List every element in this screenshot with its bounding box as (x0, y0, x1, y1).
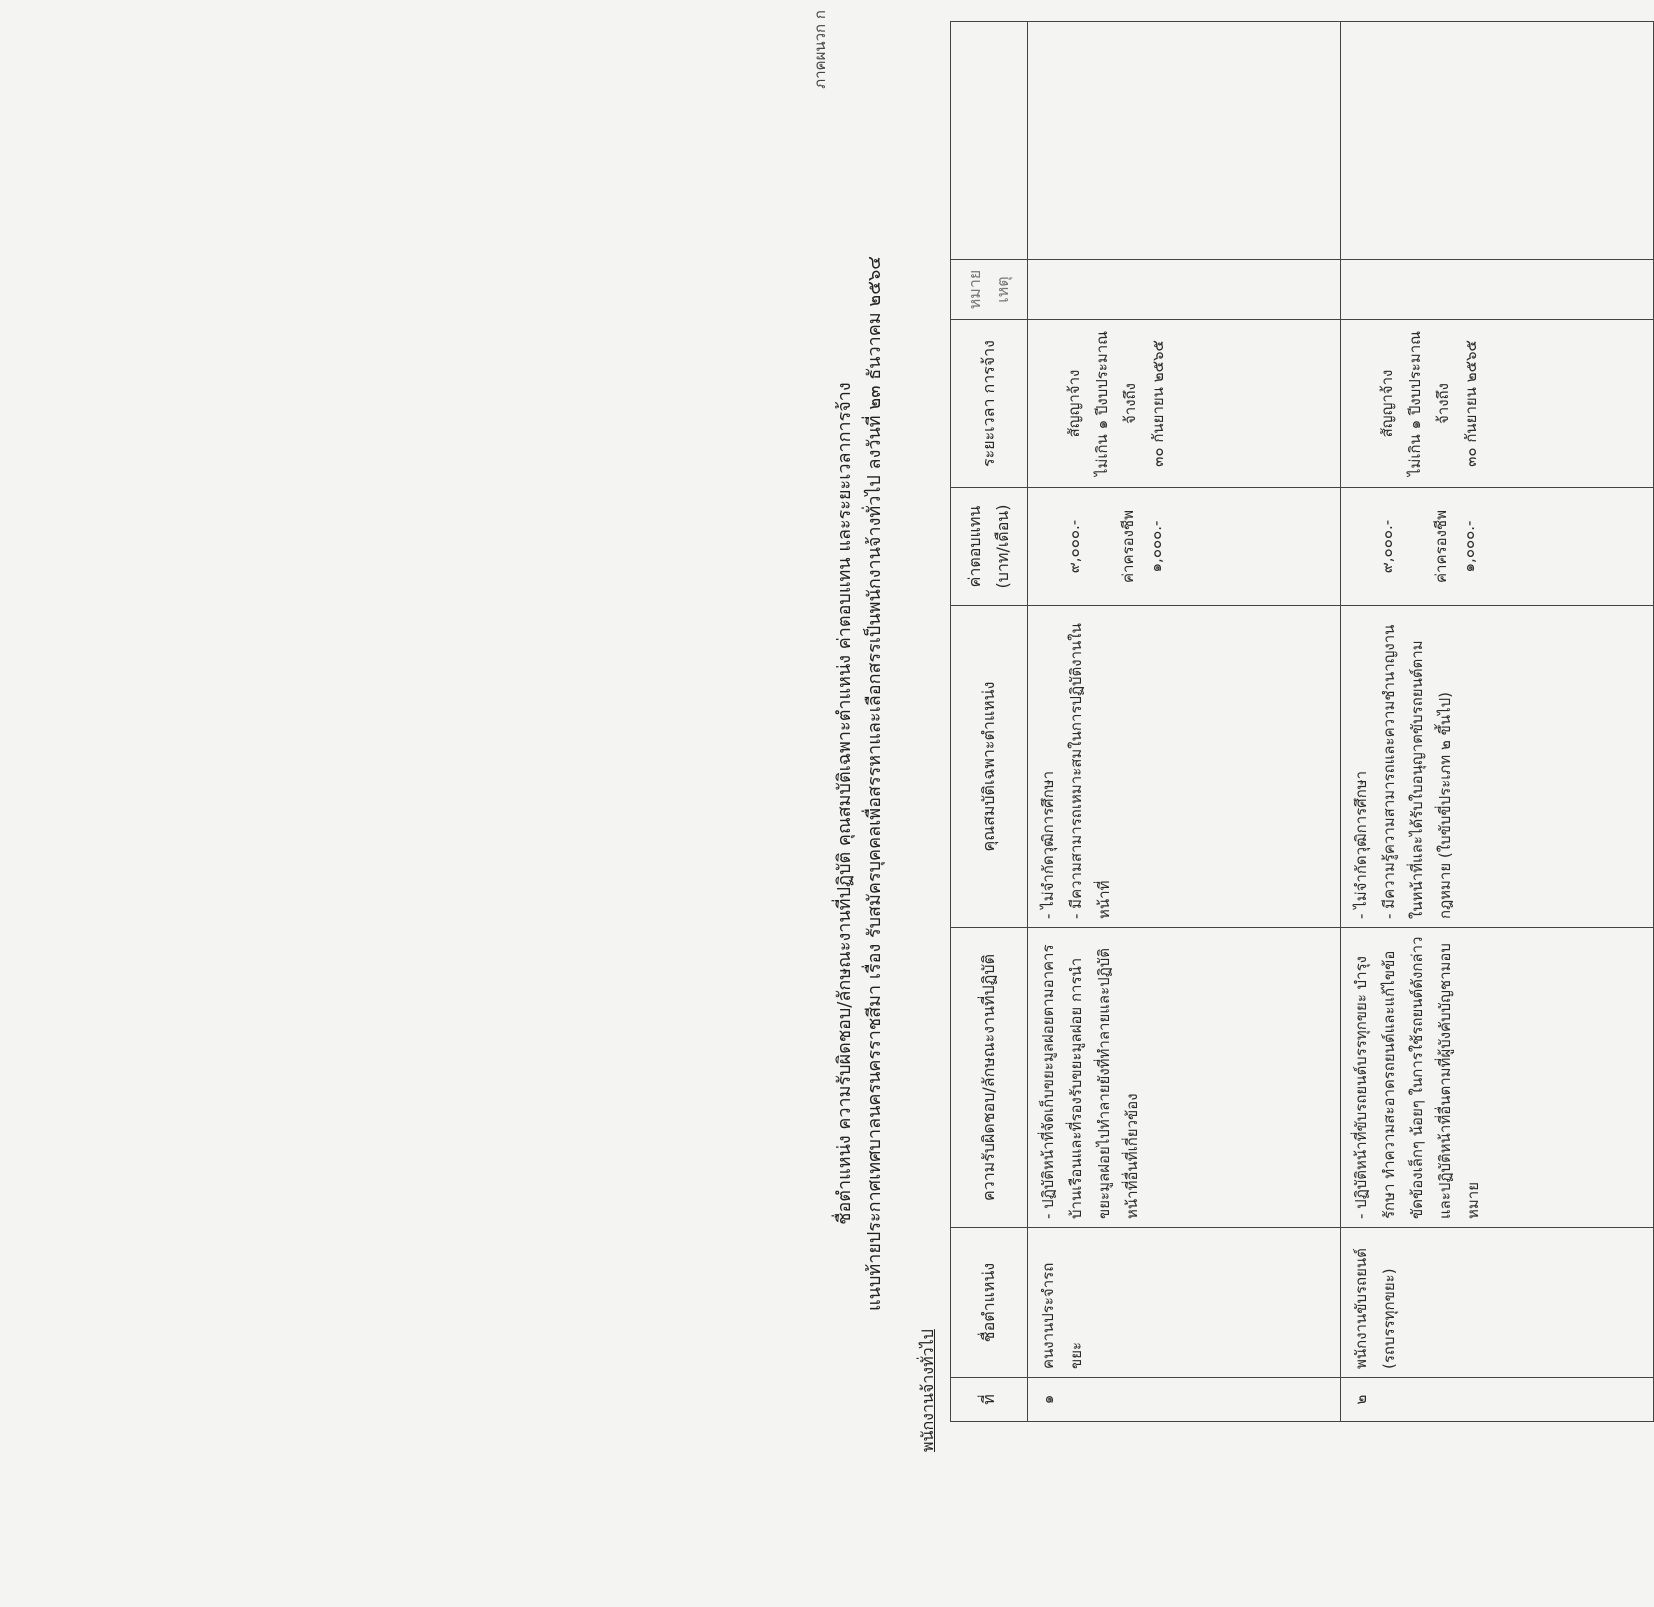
allowance-label: ค่าครองชีพ (1432, 510, 1450, 583)
header-remarks: หมาย เหตุ (951, 260, 1028, 320)
heading-line-1: ชื่อตำแหน่ง ความรับผิดชอบ/ลักษณะงานที่ปฏิบัติ คุณสมบัติเฉพาะตำแหน่ง ค่าตอบแทน และระยะเวลาการจ้าง (834, 382, 855, 1225)
allowance-value: ๑,๐๐๐.- (1460, 520, 1478, 573)
blank-cell (1341, 22, 1654, 260)
qualification-item: - มีความรู้ความสามารถและความชำนาญงานในหน้าที่และได้รับใบอนุญาตขับรถยนต์ตามกฎหมาย (ใบขับขี่ประเภท ๒ ขึ้นไป) (1380, 624, 1454, 919)
header-compensation: ค่าตอบแทน (บาท/เดือน) (951, 488, 1028, 606)
header-blank (951, 22, 1028, 260)
period-line: ๓๐ กันยายน ๒๕๖๕ (1462, 340, 1480, 467)
row-number: ๑ (1028, 1378, 1341, 1422)
table-row (1341, 22, 1654, 1422)
qualification-item: - ไม่จำกัดวุฒิการศึกษา (1039, 770, 1057, 919)
header-no: ที่ (951, 1378, 1028, 1422)
annex-label: ภาคผนวก ก (811, 10, 829, 89)
position-name: คนงานประจำรถขยะ (1028, 1228, 1341, 1378)
qualification-item: - ไม่จำกัดวุฒิการศึกษา (1352, 770, 1370, 919)
positions-table (950, 21, 1654, 1422)
duties-text: - ปฏิบัติหน้าที่จัดเก็บขยะมูลฝอยตามอาคารบ้านเรือนและที่รองรับขยะมูลฝอย การนำขยะมูลฝอยไปทำลายยังที่ทำลายและปฏิบัติหน้าที่อื่นที่เกี่ยวข้อง (1028, 928, 1341, 1228)
period-line: ไม่เกิน ๑ ปีงบประมาณ (1406, 330, 1424, 477)
duties-text: - ปฏิบัติหน้าที่ขับรถยนต์บรรทุกขยะ บำรุงรักษา ทำความสะอาดรถยนต์และแก้ไขข้อขัดข้องเล็กๆ น้อยๆ ในการใช้รถยนต์ดังกล่าว และปฏิบัติหน้าที่อื่นตามที่ผู้บังคับบัญชามอบหมาย (1341, 928, 1654, 1228)
remarks-cell (1341, 260, 1654, 320)
employment-period-cell (1341, 320, 1654, 488)
row-number: ๒ (1341, 1378, 1654, 1422)
document-page (800, 0, 1600, 1607)
period-line: จ้างถึง (1434, 383, 1452, 424)
period-line: สัญญาจ้าง (1378, 369, 1396, 438)
period-line: ไม่เกิน ๑ ปีงบประมาณ (1093, 330, 1111, 477)
qualifications-cell (1341, 606, 1654, 928)
qualification-item: - มีความสามารถเหมาะสมในการปฏิบัติงานในหน้าที่ (1067, 623, 1113, 919)
header-qualifications: คุณสมบัติเฉพาะตำแหน่ง (951, 606, 1028, 928)
allowance-label: ค่าครองชีพ (1119, 510, 1137, 583)
period-line: จ้างถึง (1121, 383, 1139, 424)
table-row (1028, 22, 1341, 1422)
blank-cell (1028, 22, 1341, 260)
compensation-cell (1028, 488, 1341, 606)
allowance-value: ๑,๐๐๐.- (1147, 520, 1165, 573)
table-header-row (951, 22, 1028, 1422)
header-position-name: ชื่อตำแหน่ง (951, 1228, 1028, 1378)
period-line: ๓๐ กันยายน ๒๕๖๕ (1149, 340, 1167, 467)
qualifications-cell (1028, 606, 1341, 928)
salary-value: ๙,๐๐๐.- (1378, 519, 1396, 574)
header-employment-period: ระยะเวลา การจ้าง (951, 320, 1028, 488)
period-line: สัญญาจ้าง (1065, 369, 1083, 438)
position-name: พนักงานขับรถยนต์ (รถบรรทุกขยะ) (1341, 1228, 1654, 1378)
document-heading (830, 0, 890, 1607)
heading-line-2: แนบท้ายประกาศเทศบาลนครนครราชสีมา เรื่อง รับสมัครบุคคลเพื่อสรรหาและเลือกสรรเป็นพนักงานจ้างทั่วไป ลงวันที่ ๒๓ ธันวาคม ๒๕๖๔ (864, 256, 885, 1311)
compensation-cell (1341, 488, 1654, 606)
header-duties: ความรับผิดชอบ/ลักษณะงานที่ปฏิบัติ (951, 928, 1028, 1228)
salary-value: ๙,๐๐๐.- (1065, 519, 1083, 574)
group-title: พนักงานจ้างทั่วไป (918, 1329, 937, 1452)
employment-period-cell (1028, 320, 1341, 488)
remarks-cell (1028, 260, 1341, 320)
